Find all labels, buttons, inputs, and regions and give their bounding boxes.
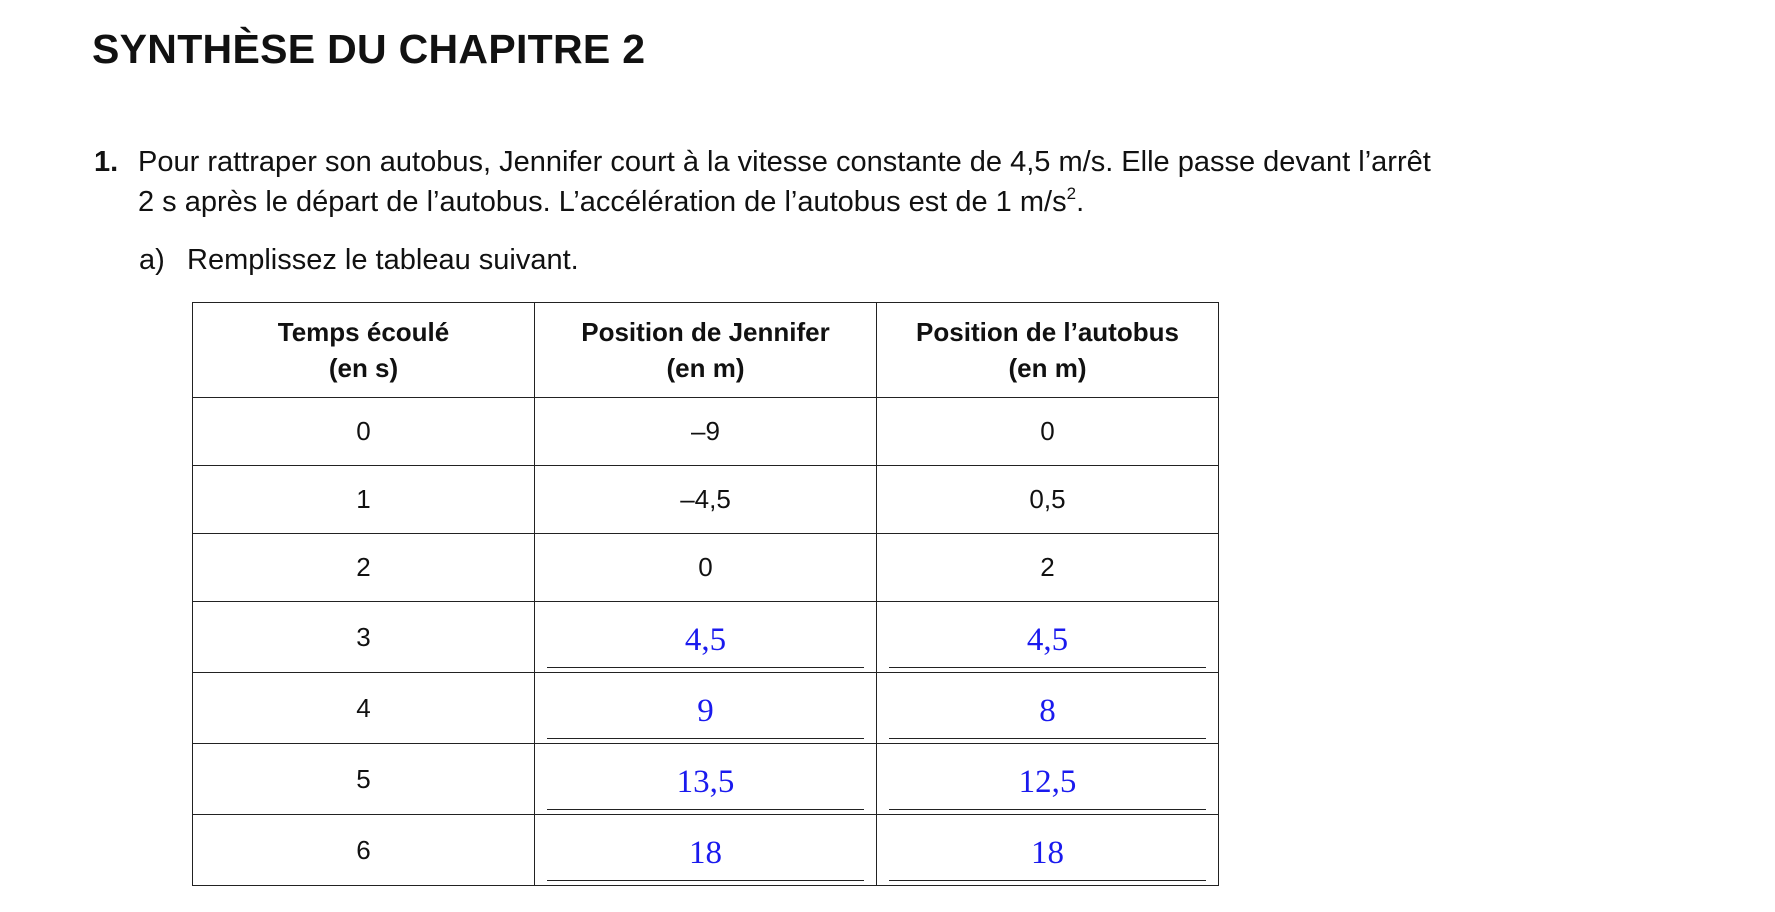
table-header-row xyxy=(193,303,1219,398)
table-row xyxy=(193,534,1219,602)
header-bus-line2: (en m) xyxy=(1008,353,1087,383)
page-title: SYNTHÈSE DU CHAPITRE 2 xyxy=(92,26,646,72)
answer-bus: 18 xyxy=(889,820,1206,881)
question-text-end: . xyxy=(1076,186,1085,218)
header-time-line2: (en s) xyxy=(328,353,399,383)
table-row xyxy=(193,744,1219,815)
header-bus xyxy=(877,303,1219,398)
cell-time: 3 xyxy=(193,602,535,673)
position-table xyxy=(192,302,1219,886)
cell-bus: 0 xyxy=(877,398,1219,466)
question-text-line2: 2 s après le départ de l’autobus. L’accélération de l’autobus est de 1 m/s xyxy=(138,186,1067,218)
answer-bus: 8 xyxy=(889,678,1206,739)
cell-jennifer: –4,5 xyxy=(535,466,877,534)
header-time xyxy=(193,303,535,398)
cell-jennifer: –9 xyxy=(535,398,877,466)
table-row xyxy=(193,815,1219,886)
header-bus-line1: Position de l’autobus xyxy=(916,317,1179,347)
cell-bus-blank xyxy=(877,815,1219,886)
question-text xyxy=(138,142,1694,226)
question-text-line1: Pour rattraper son autobus, Jennifer court à la vitesse constante de 4,5 m/s. Elle passe devant l’arrêt xyxy=(138,146,1431,178)
answer-jennifer: 18 xyxy=(547,820,864,881)
cell-bus: 2 xyxy=(877,534,1219,602)
cell-time: 0 xyxy=(193,398,535,466)
answer-bus: 12,5 xyxy=(889,749,1206,810)
table-row xyxy=(193,398,1219,466)
answer-jennifer: 4,5 xyxy=(547,607,864,668)
cell-bus-blank xyxy=(877,744,1219,815)
table-row xyxy=(193,466,1219,534)
cell-bus-blank xyxy=(877,673,1219,744)
cell-time: 1 xyxy=(193,466,535,534)
answer-jennifer: 13,5 xyxy=(547,749,864,810)
sub-question-text: Remplissez le tableau suivant. xyxy=(187,244,579,276)
cell-jennifer-blank xyxy=(535,602,877,673)
header-time-line1: Temps écoulé xyxy=(277,317,450,347)
cell-jennifer-blank xyxy=(535,673,877,744)
cell-bus: 0,5 xyxy=(877,466,1219,534)
header-jennifer-line2: (en m) xyxy=(666,353,745,383)
cell-time: 6 xyxy=(193,815,535,886)
sub-question-letter: a) xyxy=(139,244,165,276)
table-row xyxy=(193,673,1219,744)
cell-time: 2 xyxy=(193,534,535,602)
cell-jennifer-blank xyxy=(535,744,877,815)
answer-jennifer: 9 xyxy=(547,678,864,739)
question-number: 1. xyxy=(94,146,119,178)
cell-jennifer-blank xyxy=(535,815,877,886)
cell-time: 4 xyxy=(193,673,535,744)
cell-jennifer: 0 xyxy=(535,534,877,602)
cell-time: 5 xyxy=(193,744,535,815)
sub-question-a xyxy=(139,244,579,277)
header-jennifer-line1: Position de Jennifer xyxy=(581,317,830,347)
table-row xyxy=(193,602,1219,673)
unit-superscript: 2 xyxy=(1066,184,1077,203)
header-jennifer xyxy=(535,303,877,398)
question-1 xyxy=(94,142,1694,226)
answer-bus: 4,5 xyxy=(889,607,1206,668)
cell-bus-blank xyxy=(877,602,1219,673)
